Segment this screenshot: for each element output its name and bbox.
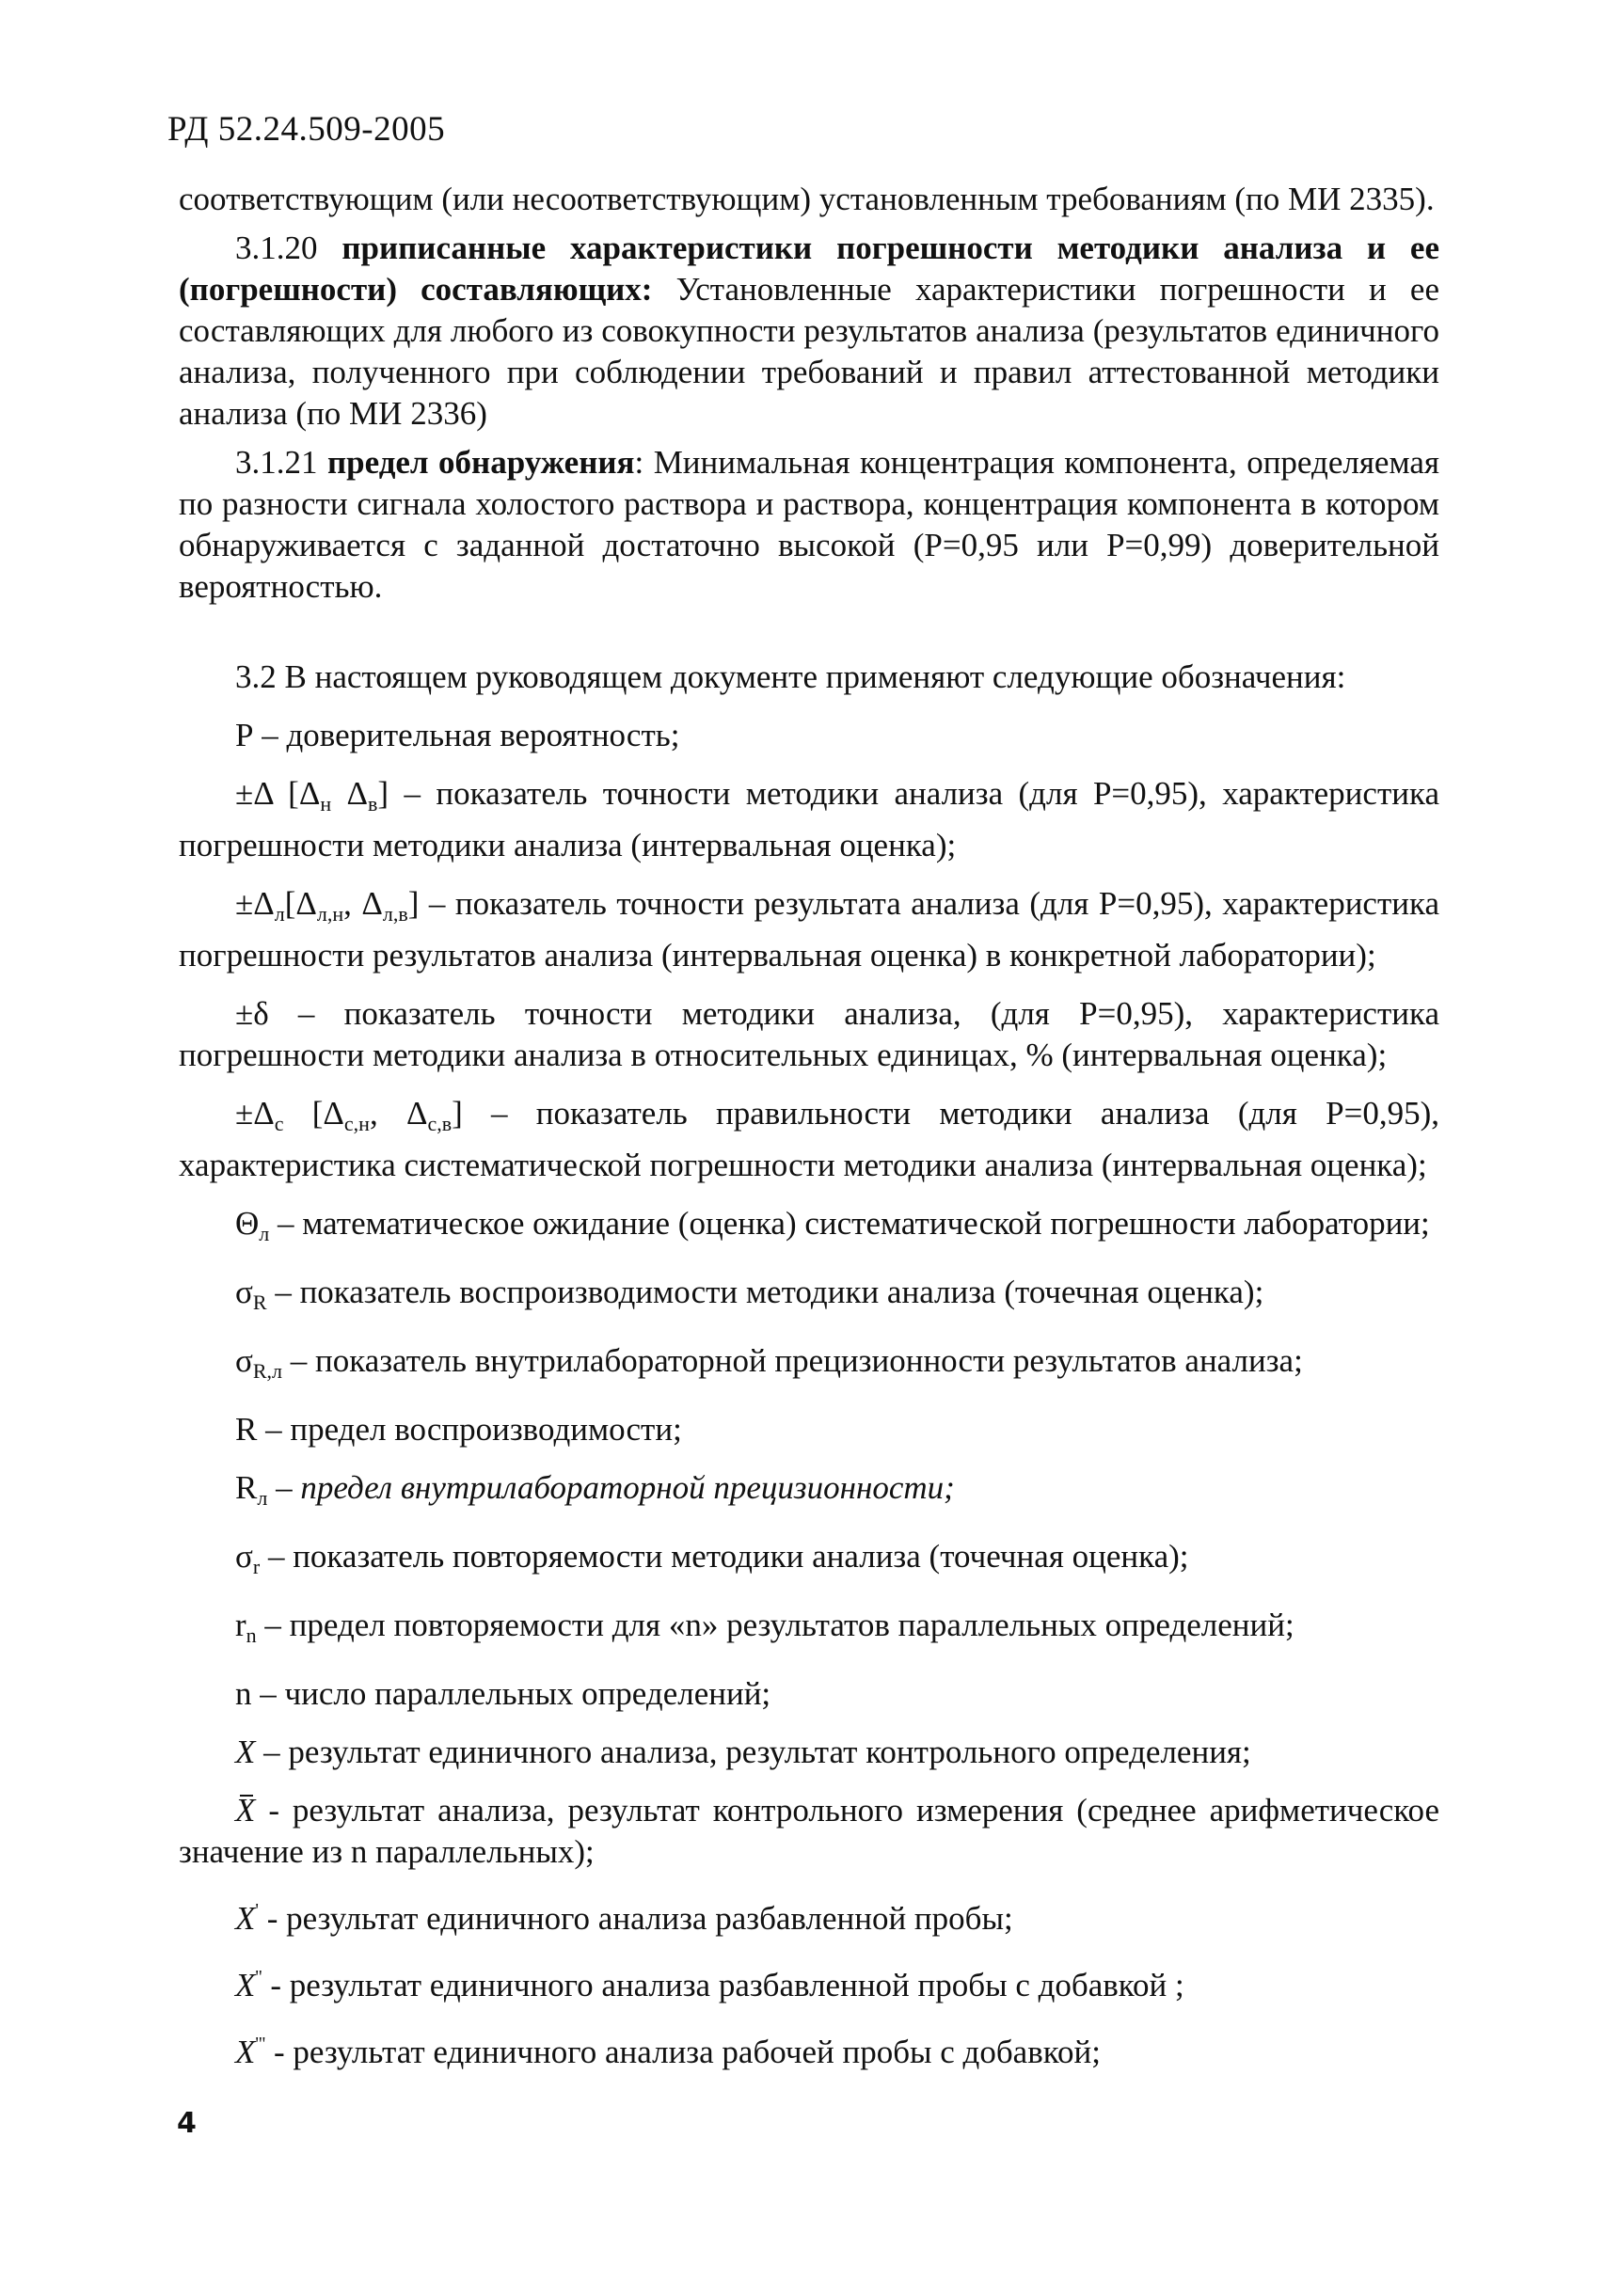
continuation-paragraph: соответствующим (или несоответствующим) установленным требованиям (по МИ 2335). — [179, 181, 1435, 217]
definition-term: предел обнаружения — [326, 444, 635, 481]
definition-number: 3.1.20 — [235, 230, 342, 266]
symbol-item: X''' - результат единичного анализа рабочей пробы с добавкой; — [235, 2034, 1101, 2070]
symbol-item: $\Theta_л$ – математическое ожидание (оценка) систематической погрешности лаборатории; — [235, 1205, 1430, 1245]
symbol-item: ±δ – показатель точности методики анализа, (для Р=0,95), характеристика погрешности методики анализа в относительных единицах, % (интервальная оценка); — [179, 995, 1439, 1073]
definition-3-1-21 — [179, 442, 1439, 608]
symbols-intro: 3.2 В настоящем руководящем документе применяют следующие обозначения: — [235, 658, 1346, 695]
symbol-item: $\sigma_{R,л}$ – показатель внутрилабораторной прецизионности результатов анализа; — [235, 1342, 1303, 1383]
page-number: 4 — [177, 2107, 197, 2140]
symbol-item: $\sigma_r$ – показатель повторяемости методики анализа (точечная оценка); — [235, 1538, 1189, 1578]
definition-text: Установленные характеристики погрешности и ее составляющих для любого из совокупности результатов анализа (результатов единичного анализа, полученного при соблюдении требований и правил аттестованной методики анализа (по МИ 2336) — [179, 271, 1440, 432]
symbol-item: X' - результат единичного анализа разбавленной пробы; — [235, 1900, 1013, 1937]
symbol-item: X - результат анализа, результат контрольного измерения (среднее арифметическое значение из n параллельных); — [179, 1792, 1439, 1870]
definition-text: : Минимальная концентрация компонента, определяемая по разности сигнала холостого раствора и раствора, концентрация компонента в котором обнаруживается с заданной достаточно высокой (Р=0,95 или Р=0,99) доверительной вероятностью. — [179, 444, 1439, 605]
document-code: РД 52.24.509-2005 — [167, 110, 446, 149]
symbol-item: ±Δ [$\Delta_н$ $\Delta_в$] – показатель точности методики анализа (для Р=0,95), характеристика погрешности методики анализа (интервальная оценка); — [179, 775, 1439, 863]
symbol-item: $r_n$ – предел повторяемости для «n» результатов параллельных определений; — [235, 1607, 1294, 1647]
symbol-item: R – предел воспроизводимости; — [235, 1411, 682, 1448]
symbol-item: $R_л$ – предел внутрилабораторной прецизионности; — [235, 1469, 955, 1510]
symbol-item: $\pm\Delta_с$ [$\Delta_{с,н}$, $\Delta_{с,в}$] – показатель правильности методики анализа (для Р=0,95), характеристика систематической погрешности методики анализа (интервальная оценка); — [179, 1095, 1439, 1183]
symbol-item: n – число параллельных определений; — [235, 1675, 771, 1712]
definition-term: приписанные характеристики погрешности методики анализа и ее (погрешности) составляющих: — [179, 230, 1439, 308]
symbol-item: $\pm\Delta_л[\Delta_{л,н}$, $\Delta_{л,в}$] – показатель точности результата анализа (для Р=0,95), характеристика погрешности результатов анализа (интервальная оценка) в конкретной лаборатории); — [179, 885, 1439, 974]
symbol-item: Р – доверительная вероятность; — [235, 717, 680, 753]
definition-3-1-20 — [179, 228, 1439, 435]
definition-number: 3.1.21 — [235, 444, 327, 481]
document-body — [179, 179, 1439, 2073]
symbol-item: $\sigma_R$ – показатель воспроизводимости методики анализа (точечная оценка); — [235, 1274, 1264, 1314]
symbol-item: X'' - результат единичного анализа разбавленной пробы с добавкой ; — [235, 1967, 1184, 2003]
symbol-item: X – результат единичного анализа, результат контрольного определения; — [235, 1734, 1251, 1770]
